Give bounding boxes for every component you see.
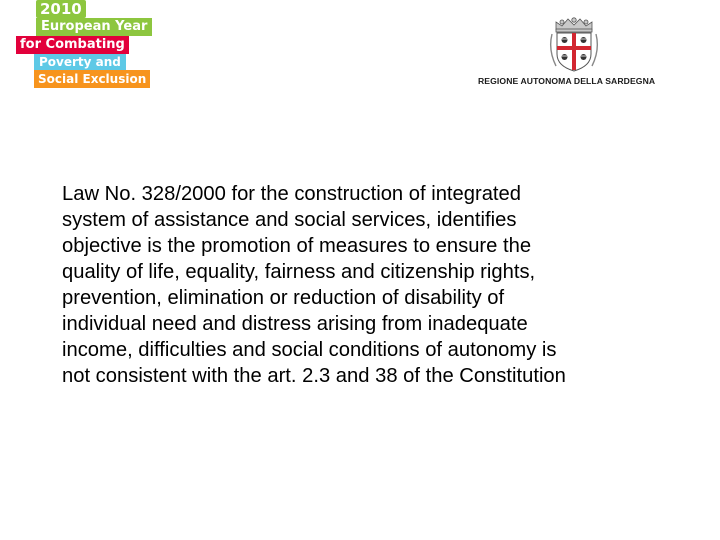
- paragraph-line: not consistent with the art. 2.3 and 38 of the Constitution: [62, 365, 566, 387]
- region-logo: [470, 16, 700, 92]
- paragraph-line: individual need and distress arising from inadequate: [62, 313, 528, 335]
- paragraph-line: prevention, elimination or reduction of disability of: [62, 287, 505, 309]
- eu-logo-line-3: Poverty and: [34, 54, 126, 70]
- eu-logo-line-4: Social Exclusion: [34, 70, 150, 88]
- eu-logo-year: 2010: [36, 0, 86, 18]
- paragraph-line: objective is the promotion of measures to ensure the: [62, 235, 532, 257]
- eu-year-logo: [16, 0, 176, 92]
- paragraph-line: system of assistance and social services, identifies: [62, 209, 517, 231]
- eu-logo-line-2: for Combating: [16, 36, 129, 54]
- paragraph-line: Law No. 328/2000 for the construction of integrated: [62, 183, 521, 205]
- sardinia-coat-of-arms-icon: [548, 16, 600, 74]
- region-name: REGIONE AUTONOMA DELLA SARDEGNA: [478, 76, 656, 86]
- eu-logo-line-1: European Year: [36, 18, 152, 36]
- law-description-paragraph: [62, 181, 702, 389]
- paragraph-line: quality of life, equality, fairness and citizenship rights,: [62, 261, 536, 283]
- paragraph-line: income, difficulties and social conditions of autonomy is: [62, 339, 557, 361]
